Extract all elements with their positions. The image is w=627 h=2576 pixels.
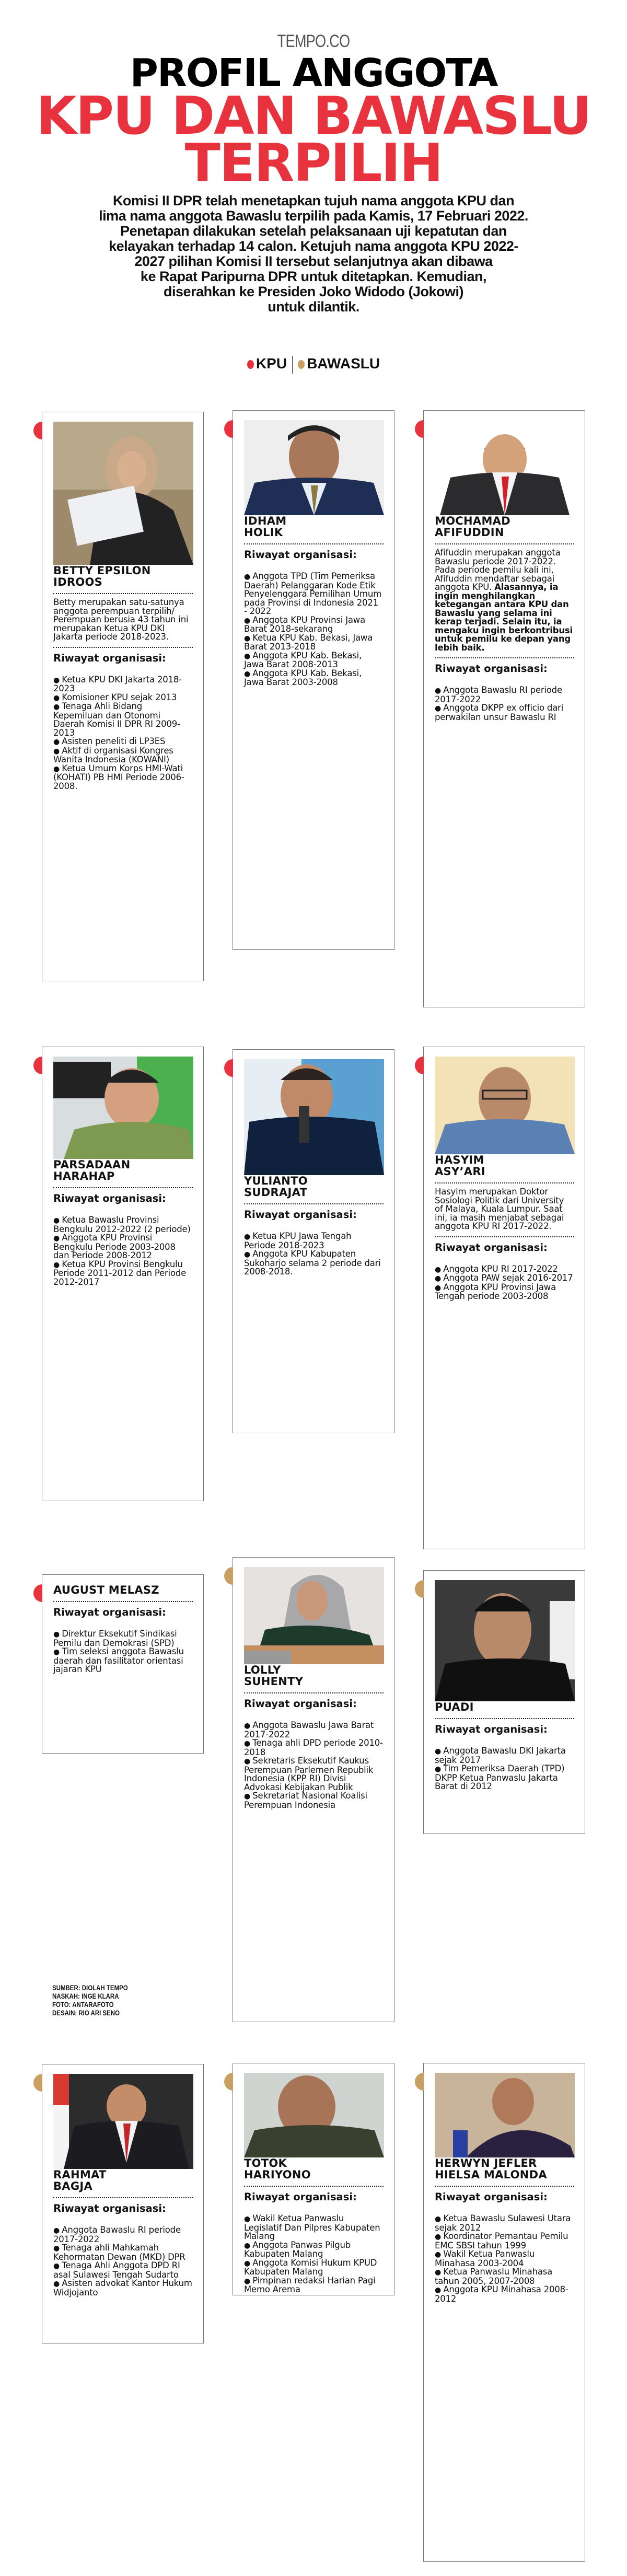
history-item: ● Anggota KPU Provinsi Jawa Barat 2018-sekarang	[244, 616, 384, 634]
bawaslu-marker-icon	[415, 1580, 424, 1598]
history-item: ● Tenaga ahli DPD periode 2010-2018	[244, 1739, 384, 1757]
history-list	[435, 2214, 574, 2303]
member-photo	[435, 420, 575, 515]
kpu-marker-icon	[33, 422, 42, 439]
history-item: ● Anggota Panwas Pilgub Kabupaten Malang	[244, 2241, 384, 2259]
history-heading: Riwayat organisasi:	[53, 1606, 166, 1618]
kpu-marker-icon	[224, 420, 233, 438]
history-item: ● Ketua KPU Provinsi Bengkulu Periode 2011-2012 dan Periode 2012-2017	[53, 1260, 193, 1287]
history-item: ● Tim seleksi anggota Bawaslu daerah dan fasilitator orientasi jajaran KPU	[53, 1647, 193, 1674]
history-item: ● Ketua Umum Korps HMI-Wati (KOHATI) PB HMI Periode 2006-2008.	[53, 764, 193, 791]
member-description: Hasyim merupakan Doktor Sosiologi Politik dari University of Malaya, Kuala Lumpur. Saat ini, ia masih menjabat sebagai anggota KPU RI 2017-2022.	[435, 1187, 564, 1231]
member-photo	[244, 2073, 384, 2157]
bawaslu-marker-icon	[224, 1567, 233, 1585]
kpu-dot-icon	[247, 360, 254, 369]
legend-bawaslu-label: BAWASLU	[307, 355, 380, 372]
history-item: ● Pimpinan redaksi Harian Pagi Memo Arema	[244, 2277, 384, 2294]
history-item: ● Wakil Ketua Panwaslu Minahasa 2003-2004	[435, 2250, 574, 2268]
history-item: ● Tenaga ahli Mahkamah Kehormatan Dewan (MKD) DPR	[53, 2244, 193, 2261]
member-photo	[435, 2073, 575, 2157]
member-photo	[435, 1580, 575, 1701]
member-name: HERWYN JEFLER HIELSA MALONDA	[435, 2157, 547, 2181]
bawaslu-marker-icon	[224, 2073, 233, 2091]
member-name: PARSADAAN HARAHAP	[53, 1158, 131, 1182]
history-item: ● Anggota PAW sejak 2016-2017	[435, 1274, 574, 1283]
history-item: ● Tim Pemeriksa Daerah (TPD) DKPP Ketua Panwaslu Jakarta Barat di 2012	[435, 1765, 574, 1791]
member-name: LOLLY SUHENTY	[244, 1664, 304, 1688]
credit-source: SUMBER: DIOLAH TEMPO	[52, 1984, 128, 1992]
history-item: ● Asisten peneliti di LP3ES	[53, 737, 193, 747]
member-card-idham	[233, 410, 394, 950]
divider	[53, 1601, 193, 1602]
member-card-mochamad	[423, 410, 585, 1007]
divider	[435, 1182, 574, 1183]
history-list	[435, 1265, 574, 1301]
bawaslu-dot-icon	[298, 360, 305, 369]
intro-line: kelayakan terhadap 14 calon. Ketujuh nama anggota KPU 2022-	[109, 238, 518, 254]
history-list	[53, 676, 193, 791]
kpu-marker-icon	[33, 1584, 42, 1602]
credit-design: DESAIN: RIO ARI SENO	[52, 2009, 120, 2017]
history-item: ● Anggota TPD (Tim Pemeriksa Daerah) Pelanggaran Kode Etik Penyelenggara Pemilihan Umum pada Provinsi di Indonesia 2021 - 2022	[244, 572, 384, 616]
member-card-puadi	[423, 1570, 585, 1834]
history-item: ● Anggota KPU Provinsi Bengkulu Periode 2003-2008 dan Periode 2008-2012	[53, 1234, 193, 1260]
bawaslu-marker-icon	[415, 2073, 424, 2091]
member-name: TOTOK HARIYONO	[244, 2157, 311, 2181]
credits	[52, 1984, 128, 2017]
divider	[435, 1236, 574, 1237]
history-list	[244, 1232, 384, 1277]
history-item: ● Asisten advokat Kantor Hukum Widjojanto	[53, 2279, 193, 2297]
credit-script: NASKAH: INGE KLARA	[52, 1992, 119, 2000]
member-card-betty	[42, 412, 204, 981]
divider	[435, 543, 574, 544]
legend	[0, 355, 627, 374]
history-item: ● Anggota KPU RI 2017-2022	[435, 1265, 574, 1274]
history-item: ● Anggota Komisi Hukum KPUD Kabupaten Malang	[244, 2259, 384, 2277]
member-photo	[435, 1057, 575, 1154]
kpu-marker-icon	[224, 1059, 233, 1077]
history-item: ● Ketua KPU Kab. Bekasi, Jawa Barat 2013-2018	[244, 634, 384, 652]
history-heading: Riwayat organisasi:	[244, 1698, 357, 1710]
history-item: ● Anggota KPU Minahasa 2008-2012	[435, 2285, 574, 2303]
member-description: Betty merupakan satu-satunya anggota perempuan terpilih/ Perempuan berusia 43 tahun ini merupakan Ketua KPU DKI Jakarta periode 2018-2023.	[53, 597, 189, 642]
bawaslu-marker-icon	[33, 2074, 42, 2092]
intro-line: 2027 pilihan Komisi II tersebut selanjutnya akan dibawa	[134, 253, 493, 269]
history-item: ● Direktur Eksekutif Sindikasi Pemilu dan Demokrasi (SPD)	[53, 1630, 193, 1647]
history-item: ● Ketua KPU Jawa Tengah Periode 2018-2023	[244, 1232, 384, 1250]
member-name: PUADI	[435, 1701, 474, 1713]
history-item: ● Ketua KPU DKI Jakarta 2018-2023	[53, 676, 193, 693]
history-item: ● Ketua Panwaslu Minahasa tahun 2005, 2007-2008	[435, 2268, 574, 2285]
kpu-marker-icon	[415, 420, 424, 438]
page-title-line2: KPU DAN BAWASLU	[36, 85, 591, 146]
history-item: ● Anggota KPU Kabupaten Sukoharjo selama 2 periode dari 2008-2018.	[244, 1250, 384, 1277]
history-list	[53, 2226, 193, 2297]
history-item: ● Aktif di organisasi Kongres Wanita Indonesia (KOWANI)	[53, 747, 193, 764]
history-item: ● Komisioner KPU sejak 2013	[53, 693, 193, 703]
history-heading: Riwayat organisasi:	[244, 549, 357, 561]
history-item: ● Sekretaris Eksekutif Kaukus Perempuan Parlemen Republik Indonesia (KPP RI) Divisi Advokasi Kebijakan Publik	[244, 1757, 384, 1792]
member-card-august	[42, 1574, 204, 1754]
legend-divider	[292, 356, 293, 374]
history-heading: Riwayat organisasi:	[435, 1723, 548, 1735]
history-item: ● Ketua Bawaslu Sulawesi Utara sejak 2012	[435, 2214, 574, 2232]
history-heading: Riwayat organisasi:	[53, 2202, 166, 2214]
member-card-yulianto	[233, 1049, 394, 1433]
member-photo	[53, 1057, 193, 1159]
page-title-line3: TERPILIH	[184, 132, 443, 193]
divider	[244, 1203, 384, 1204]
member-photo	[244, 1059, 384, 1175]
member-name: AUGUST MELASZ	[53, 1584, 159, 1596]
history-heading: Riwayat organisasi:	[53, 1192, 166, 1204]
history-heading: Riwayat organisasi:	[435, 1241, 548, 1254]
credit-photo: FOTO: ANTARAFOTO	[52, 2001, 114, 2009]
intro-line: lima nama anggota Bawaslu terpilih pada Kamis, 17 Februari 2022.	[99, 208, 528, 224]
divider	[435, 1718, 574, 1719]
member-card-herwyn	[423, 2063, 585, 2562]
history-list	[244, 1721, 384, 1809]
history-item: ● Sekretariat Nasional Koalisi Perempuan Indonesia	[244, 1792, 384, 1809]
brand-logo: TEMPO.CO	[277, 31, 350, 51]
history-item: ● Wakil Ketua Panwaslu Legislatif Dan Pilpres Kabupaten Malang	[244, 2214, 384, 2241]
member-name: YULIANTO SUDRAJAT	[244, 1175, 308, 1199]
kpu-marker-icon	[415, 1057, 424, 1074]
history-list	[435, 686, 574, 722]
member-card-hasyim	[423, 1047, 585, 1549]
history-item: ● Anggota KPU Kab. Bekasi, Jawa Barat 2003-2008	[244, 669, 384, 687]
member-name: HASYIM ASY’ARI	[435, 1154, 485, 1178]
divider	[435, 2186, 574, 2187]
history-item: ● Anggota DKPP ex officio dari perwakilan unsur Bawaslu RI	[435, 704, 574, 722]
history-item: ● Ketua Bawaslu Provinsi Bengkulu 2012-2022 (2 periode)	[53, 1216, 193, 1234]
history-list	[53, 1216, 193, 1286]
divider	[53, 593, 193, 594]
intro-line: diserahkan ke Presiden Joko Widodo (Jokowi)	[164, 284, 463, 299]
intro-line: Penetapan dilakukan setelah pelaksanaan uji kepatutan dan	[120, 223, 507, 239]
history-item: ● Anggota KPU Provinsi Jawa Tengah periode 2003-2008	[435, 1283, 574, 1301]
divider	[53, 2197, 193, 2198]
intro-line: untuk dilantik.	[268, 299, 359, 315]
member-name: MOCHAMAD AFIFUDDIN	[435, 515, 510, 539]
divider	[244, 543, 384, 544]
intro-line: ke Rapat Paripurna DPR untuk ditetapkan. Kemudian,	[140, 269, 487, 284]
history-list	[53, 1630, 193, 1674]
history-heading: Riwayat organisasi:	[435, 663, 548, 675]
member-name: RAHMAT BAGJA	[53, 2168, 107, 2192]
history-item: ● Anggota Bawaslu RI periode 2017-2022	[53, 2226, 193, 2244]
member-card-lolly	[233, 1557, 394, 2022]
history-heading: Riwayat organisasi:	[53, 652, 166, 664]
page-title-line1: PROFIL ANGGOTA	[130, 51, 497, 96]
member-name: IDHAM HOLIK	[244, 515, 287, 539]
member-card-rahmat	[42, 2064, 204, 2343]
history-heading: Riwayat organisasi:	[244, 2191, 357, 2203]
history-heading: Riwayat organisasi:	[435, 2191, 548, 2203]
divider	[53, 647, 193, 648]
divider	[53, 1187, 193, 1188]
member-photo	[244, 1567, 384, 1664]
divider	[244, 2186, 384, 2187]
history-list	[244, 572, 384, 687]
member-name: BETTY EPSILON IDROOS	[53, 564, 151, 588]
member-photo	[244, 420, 384, 515]
divider	[244, 1692, 384, 1693]
member-description: Afifuddin merupakan anggota Bawaslu periode 2017-2022. Pada periode pemilu kali ini, Afifuddin mendaftar sebagai anggota KPU. Alasannya, ia ingin menghilangkan ketegangan antara KPU dan Bawaslu yang selama ini kerap terjadi. Selain itu, ia mengaku ingin berkontribusi untuk pemilu ke depan yang lebih baik.	[435, 548, 573, 653]
member-photo	[53, 422, 193, 565]
history-item: ● Tenaga Ahli Bidang Kepemiluan dan Otonomi Daerah Komisi II DPR RI 2009-2013	[53, 702, 193, 737]
history-item: ● Koordinator Pemantau Pemilu EMC SBSI tahun 1999	[435, 2232, 574, 2250]
history-list	[435, 1747, 574, 1791]
history-heading: Riwayat organisasi:	[244, 1209, 357, 1221]
member-photo	[53, 2074, 193, 2169]
member-card-totok	[233, 2063, 394, 2295]
kpu-marker-icon	[33, 1057, 42, 1074]
history-list	[244, 2214, 384, 2294]
member-card-parsadaan	[42, 1047, 204, 1501]
intro-line: Komisi II DPR telah menetapkan tujuh nama anggota KPU dan	[112, 193, 515, 208]
history-item: ● Anggota Bawaslu DKI Jakarta sejak 2017	[435, 1747, 574, 1765]
history-item: ● Tenaga Ahli Anggota DPD RI asal Sulawesi Tengah Sudarto	[53, 2261, 193, 2279]
history-item: ● Anggota Bawaslu Jawa Barat 2017-2022	[244, 1721, 384, 1739]
legend-kpu-label: KPU	[256, 355, 287, 372]
divider	[435, 657, 574, 658]
history-item: ● Anggota Bawaslu RI periode 2017-2022	[435, 686, 574, 704]
intro-paragraph	[89, 193, 538, 315]
history-item: ● Anggota KPU Kab. Bekasi, Jawa Barat 2008-2013	[244, 652, 384, 669]
